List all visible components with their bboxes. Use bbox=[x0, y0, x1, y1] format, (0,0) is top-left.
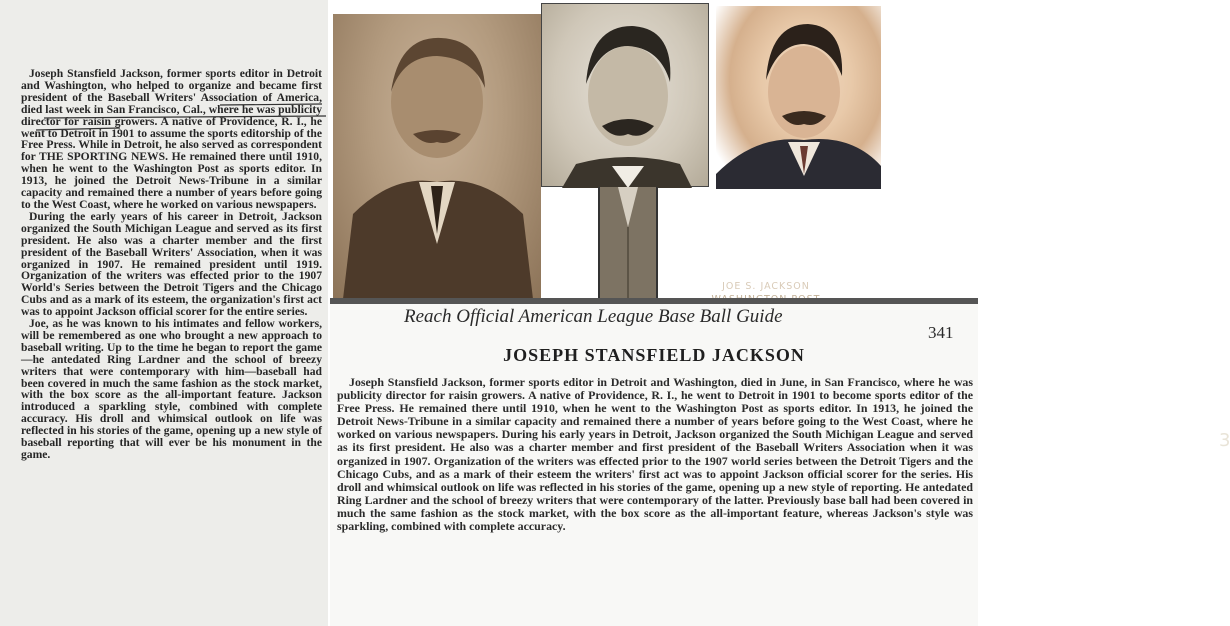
guide-article-body bbox=[337, 376, 973, 533]
portrait-photo-sepia bbox=[333, 14, 810, 299]
portrait-photo-bw bbox=[541, 3, 709, 187]
portrait-figure-1 bbox=[333, 14, 541, 299]
reach-guide-page bbox=[330, 298, 978, 626]
newspaper-clipping bbox=[0, 0, 328, 626]
guide-page-number: 341 bbox=[928, 323, 954, 342]
article-paragraph-3: Joe, as he was known to his intimates and fellow workers, will be remembered as one who brought a new approach to baseball writing. Up to the time he began to report the game—he antedated Ring Lardner and the school of breezy writers that were contemporary with him—baseball had been covered in much the same fashion as the stock market, with the box score as the all-important feature. Jackson introduced a sparkling style, combined with complete accuracy. His droll and whimsical outlook on life was reflected in his stories of the game, opening up a new style of baseball reporting that will ever be his monument in the game. bbox=[21, 317, 322, 461]
page-edge-shadow bbox=[330, 298, 978, 304]
portrait-figure-3 bbox=[716, 6, 881, 189]
photo-caption-name: JOE S. JACKSON bbox=[722, 281, 810, 292]
article-lead-name: Joseph Stansfield Jackson, bbox=[29, 67, 163, 80]
guide-body-paragraph: Joseph Stansfield Jackson, former sports editor in Detroit and Washington, died in June, in San Francisco, where he was publicity director for raisin growers. A native of Providence, R. I., he went to Detroit in 1901 to become sports editor of the Free Press. He remained there until 1910, when he went to the Washington Post as sports editor. In 1913, he joined the Detroit News-Tribune in a similar capacity and remained there a number of years before going to the West Coast, where he worked on various newspapers. During his early years in Detroit, Jackson organized the South Michigan League and served as its first president. He also was a charter member and first president of the Baseball Writers Association when it was organized in 1907. Organization of the writers was effected prior to the 1907 world series between the Detroit Tigers and the Chicago Cubs, and as a mark of their esteem the writers' first act was to appoint Jackson official scorer for the series. His droll and whimsical outlook on life was reflected in his stories of the game, opening up a new style of reporting. He antedated Ring Lardner and the school of breezy writers that were contemporary of the latter. Previously base ball had been covered in much the same fashion as the stock market, with the box score as the all-important feature, whereas Jackson's style was sparkling, combined with complete accuracy. bbox=[337, 375, 973, 534]
pen-underline-marks bbox=[0, 0, 328, 626]
portrait-photo-color bbox=[716, 6, 881, 189]
guide-running-title: Reach Official American League Base Ball Guide bbox=[404, 306, 783, 327]
article-paragraph-2: During the early years of his career in Detroit, Jackson organized the South Michigan League and served as its first president. He also was a charter member and the first president of the Baseball Writers' Association, when it was organized in 1907. He remained president until 1919. Organization of the writers was effected prior to the 1907 World's Series between the Detroit Tigers and the Chicago Cubs and as a mark of its esteem, the organization's first act was to appoint Jackson official scorer for the entire series. bbox=[21, 209, 322, 319]
portrait-figure-2 bbox=[542, 4, 710, 188]
photo-tag-number: 3 bbox=[1219, 430, 1230, 451]
guide-article-heading: JOSEPH STANSFIELD JACKSON bbox=[503, 345, 805, 365]
vest-figure bbox=[600, 187, 656, 299]
article-lead-text: former sports editor in Detroit and Washington, who helped to organize and became first president of the Baseball Writers' Association of America, died last week in San Francisco, Cal., where he was publicity director for raisin growers. A native of Providence, R. I., he went to Detroit in 1901 to assume the sports editorship of the Free Press. While in Detroit, he also served as correspondent for THE SPORTING NEWS. He remained there until 1910, when he went to the Washington Post as sports editor. In 1913, he joined the Detroit News-Tribune in a similar capacity and remained there a number of years before going to the West Coast, where he worked on various newspapers. bbox=[21, 67, 322, 211]
